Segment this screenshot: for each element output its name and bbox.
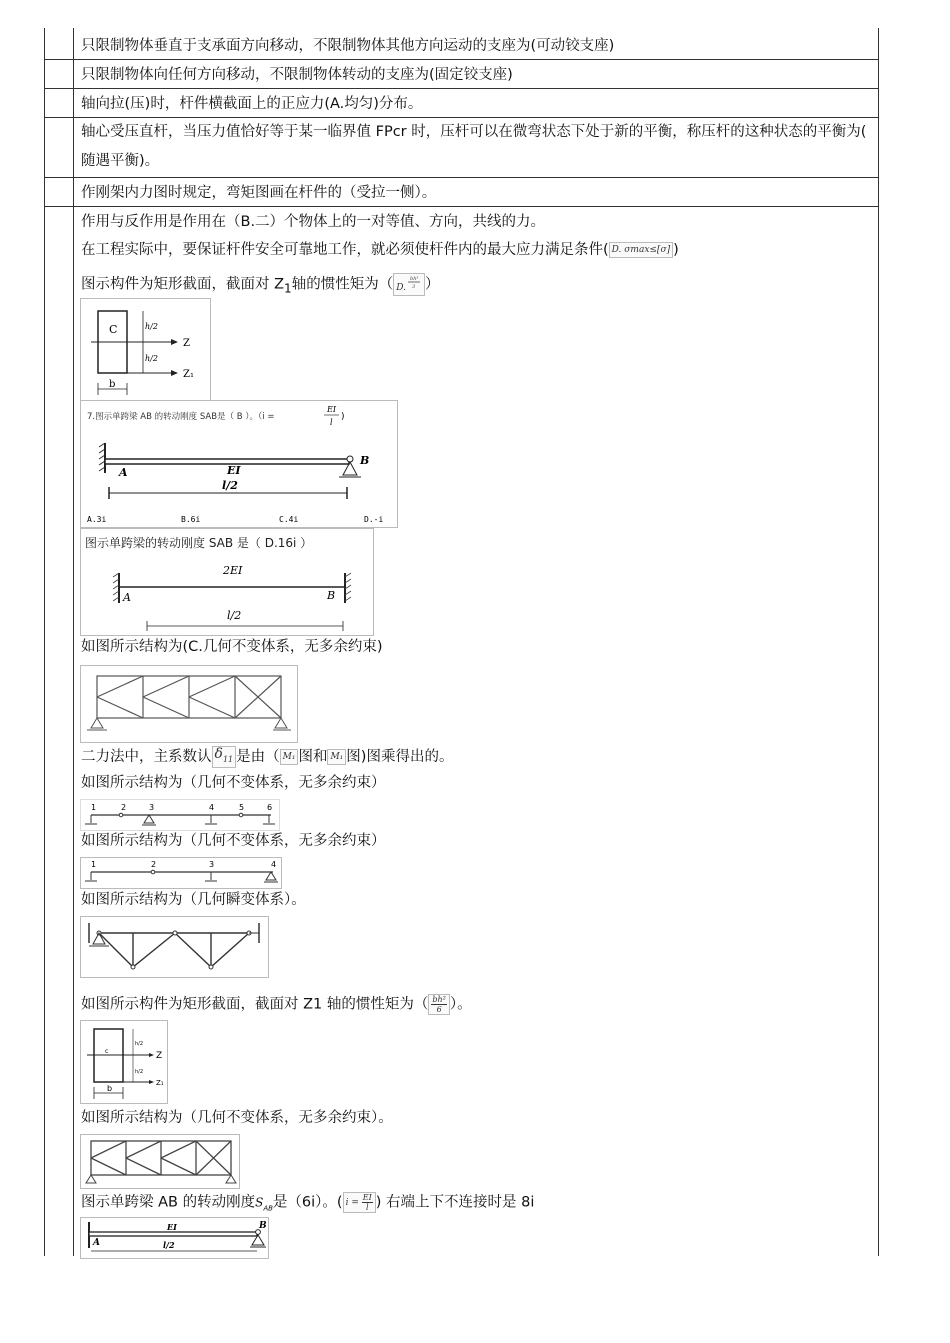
beam-figure (80, 528, 374, 636)
question-text: 在工程实际中，要保证杆件安全可靠地工作，就必须使杆件内的最大应力满足条件( D. σmax≤[σ] ) (81, 242, 679, 258)
svg-text:6: 6 (267, 803, 273, 812)
svg-text:A: A (123, 591, 131, 604)
beam-figure (80, 400, 398, 528)
svg-text:l/2: l/2 (227, 609, 242, 622)
formula-image: i = $\frac{EI}{l}$ (343, 1192, 376, 1213)
svg-text:7.图示单跨梁 AB 的转动刚度 SAB是（ B ）。（: 7.图示单跨梁 AB 的转动刚度 SAB是（ B ）。（i = (87, 412, 275, 422)
question-text: 如图所示结构为（几何不变体系，无多余约束）。 (81, 1110, 393, 1126)
svg-text:h/2: h/2 (135, 1069, 144, 1075)
question-text: 如图所示结构为(C.几何不变体系，无多余约束) (81, 639, 383, 655)
question-text: 图示构件为矩形截面，截面对 $Z_1$轴的惯性矩为（ D. bh³ 3 ） (81, 273, 440, 297)
question-text: 如图所示结构为（几何不变体系，无多余约束） (81, 775, 386, 791)
moment-diagram-symbol: M₁ (280, 749, 299, 765)
svg-text:EI: EI (327, 405, 336, 414)
question-text: 二力法中，主系数认 $\delta_{11}$ 是由（ M₁ 图和 M₁ 图)图乘得出的。 (81, 746, 453, 768)
svg-text:1: 1 (91, 860, 97, 869)
svg-text:3: 3 (209, 860, 215, 869)
moment-diagram-symbol: M₁ (327, 749, 346, 765)
svg-text:c: c (105, 1048, 109, 1055)
question-text: 图示单跨梁 AB 的转动刚度$S_{AB}$是（6i）。( i = $\frac{EI}{l}$ ) 右端上下不连接时是 8i (81, 1193, 535, 1213)
svg-text:l/2: l/2 (222, 479, 238, 492)
section-figure (80, 1020, 168, 1104)
svg-text:4: 4 (271, 860, 277, 869)
svg-text:Z₁: Z₁ (156, 1079, 164, 1087)
svg-text:B: B (259, 1221, 267, 1231)
truss-figure (80, 916, 269, 978)
svg-text:bh³: bh³ (410, 276, 419, 282)
svg-text:3: 3 (412, 284, 416, 290)
svg-text:2EI: 2EI (223, 564, 243, 577)
axis-label: Z₁ (183, 369, 194, 380)
option-d: D.-i (364, 515, 384, 524)
formula-image: D. σmax≤[σ] (609, 242, 673, 258)
dimension-label: h/2 (145, 354, 158, 363)
dimension-label: h/2 (145, 322, 158, 331)
table-row: 轴心受压直杆，当压力值恰好等于某一临界值 FPcr 时，压杆可以在微弯状态下处于新的平衡，称压杆的这种状态的平衡为( 随遇平衡)。 (81, 124, 867, 169)
svg-text:EI: EI (167, 1222, 177, 1232)
beam-figure (80, 857, 282, 889)
svg-text:l: l (330, 418, 333, 427)
beam-figure (80, 1217, 269, 1259)
fraction-glyph (406, 274, 422, 290)
svg-text:b: b (107, 1084, 113, 1093)
svg-text:): ) (341, 412, 345, 422)
option-c: C.4i (279, 515, 299, 524)
row-divider (44, 59, 879, 60)
question-text: 作用与反作用是作用在（B.二）个物体上的一对等值、方向，共线的力。 (81, 214, 546, 230)
table-border-left (44, 28, 45, 1256)
svg-text:A: A (93, 1238, 100, 1248)
svg-text:3: 3 (149, 803, 155, 812)
svg-text:2: 2 (121, 803, 127, 812)
svg-text:5: 5 (239, 803, 245, 812)
svg-text:B: B (327, 589, 336, 602)
table-row: 作刚架内力图时规定，弯矩图画在杆件的（受拉一侧）。 (81, 185, 437, 201)
svg-text:4: 4 (209, 803, 215, 812)
svg-text:1: 1 (91, 803, 97, 812)
question-text: 如图所示构件为矩形截面，截面对 Z1 轴的惯性矩为（ $\frac{\text{bh²}}{6}$ ）。 (81, 995, 472, 1014)
beam-figure (80, 799, 280, 831)
svg-text:2: 2 (151, 860, 157, 869)
svg-text:h/2: h/2 (135, 1041, 144, 1047)
row-divider (44, 88, 879, 89)
axis-label: Z (183, 338, 190, 349)
option-a: A.3i (87, 515, 107, 524)
table-row: 只限制物体垂直于支承面方向移动，不限制物体其他方向运动的支座为(可动铰支座) (81, 38, 615, 54)
svg-text:EI: EI (227, 464, 241, 477)
question-table (44, 28, 879, 1256)
centroid-label: C (109, 323, 118, 336)
truss-figure (80, 665, 298, 743)
svg-text:A: A (119, 466, 128, 479)
table-row: 轴向拉(压)时，杆件横截面上的正应力(A.均匀)分布。 (81, 96, 423, 112)
svg-text:l/2: l/2 (163, 1240, 175, 1250)
section-figure (80, 298, 211, 404)
row-divider (44, 177, 879, 178)
svg-text:图示单跨梁的转动刚度 SAB 是（ D.16i ）: 图示单跨梁的转动刚度 SAB 是（ D.16i ） (85, 536, 313, 550)
table-border-right (878, 28, 879, 1256)
svg-text:B: B (360, 454, 370, 467)
table-column-divider (73, 28, 74, 1256)
question-text: 如图所示结构为（几何瞬变体系）。 (81, 892, 306, 908)
svg-text:Z: Z (156, 1051, 163, 1061)
truss-figure (80, 1134, 240, 1189)
delta-symbol: $\delta_{11}$ (212, 746, 237, 768)
option-b: B.6i (181, 515, 201, 524)
formula-image: $\frac{\text{bh²}}{6}$ (428, 994, 449, 1015)
formula-image: D. bh³ 3 (393, 273, 425, 296)
dimension-label: b (109, 379, 116, 390)
question-text: 如图所示结构为（几何不变体系，无多余约束） (81, 833, 386, 849)
row-divider (44, 206, 879, 207)
table-row: 只限制物体向任何方向移动，不限制物体转动的支座为(固定铰支座) (81, 67, 513, 83)
